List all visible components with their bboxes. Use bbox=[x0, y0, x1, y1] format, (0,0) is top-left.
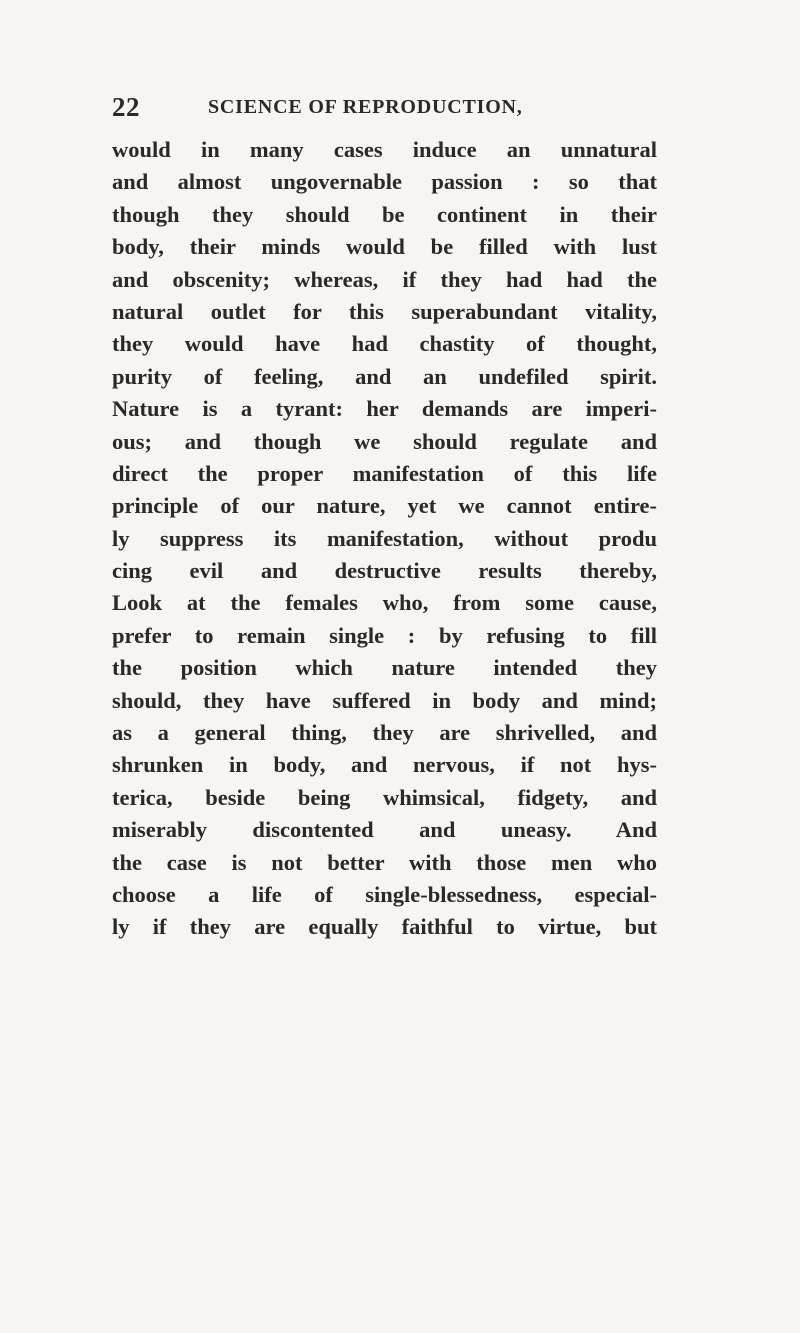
text-line: though they should be continent in their bbox=[112, 201, 657, 227]
text-line: ly suppress its manifestation, without produ bbox=[112, 525, 657, 551]
text-line: principle of our nature, yet we cannot entire- bbox=[112, 493, 657, 519]
text-line: miserably discontented and uneasy. And bbox=[112, 817, 657, 843]
text-line: Nature is a tyrant: her demands are imperi- bbox=[112, 396, 657, 422]
text-line: as a general thing, they are shrivelled, and bbox=[112, 720, 657, 746]
text-line: Look at the females who, from some cause, bbox=[112, 590, 657, 616]
text-line: the case is not better with those men who bbox=[112, 849, 657, 875]
running-title: SCIENCE OF REPRODUCTION, bbox=[208, 96, 523, 118]
text-line: and almost ungovernable passion : so that bbox=[112, 169, 657, 195]
text-line: ly if they are equally faithful to virtue, but bbox=[112, 914, 657, 940]
text-line: natural outlet for this superabundant vitality, bbox=[112, 298, 657, 324]
text-line: choose a life of single-blessedness, especial- bbox=[112, 881, 657, 907]
text-line: direct the proper manifestation of this life bbox=[112, 460, 657, 486]
text-line: should, they have suffered in body and mind; bbox=[112, 687, 657, 713]
text-line: ous; and though we should regulate and bbox=[112, 428, 657, 454]
page-number: 22 bbox=[112, 92, 140, 122]
text-line: they would have had chastity of thought, bbox=[112, 331, 657, 357]
text-line: terica, beside being whimsical, fidgety, and bbox=[112, 784, 657, 810]
text-line: shrunken in body, and nervous, if not hys- bbox=[112, 752, 657, 778]
text-line: prefer to remain single : by refusing to fill bbox=[112, 622, 657, 648]
text-line: would in many cases induce an unnatural bbox=[112, 137, 657, 162]
text-line: body, their minds would be filled with lust bbox=[112, 234, 657, 260]
text-line: the position which nature intended they bbox=[112, 655, 657, 681]
running-head bbox=[112, 92, 612, 122]
text-line: purity of feeling, and an undefiled spirit. bbox=[112, 363, 657, 389]
text-line: and obscenity; whereas, if they had had the bbox=[112, 266, 657, 292]
text-line: cing evil and destructive results thereby, bbox=[112, 558, 657, 584]
body-text bbox=[112, 134, 657, 944]
